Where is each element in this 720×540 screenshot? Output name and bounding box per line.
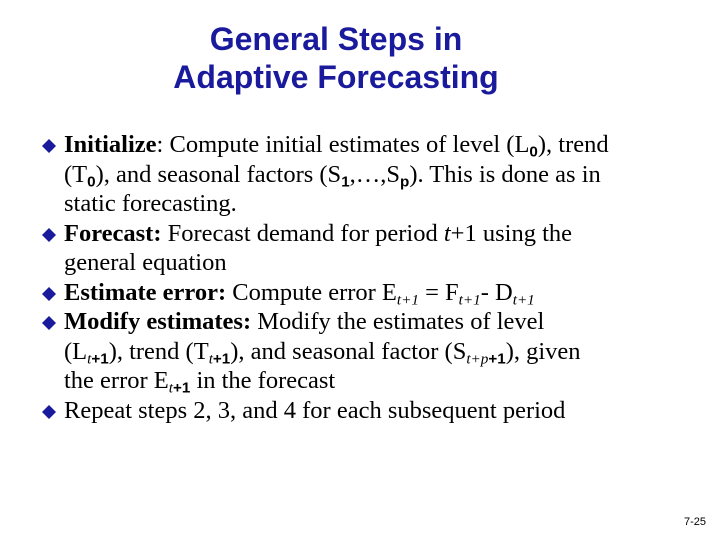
step-text: ), and seasonal factors (S <box>95 160 342 188</box>
subscript-num: +1 <box>488 349 506 367</box>
diamond-bullet-icon <box>42 228 56 242</box>
subscript: t+1 <box>512 290 535 308</box>
step-initialize <box>42 130 692 219</box>
step-text: +1 using the <box>450 219 572 247</box>
step-label: Estimate error: <box>64 278 227 306</box>
diamond-bullet-icon <box>42 287 56 301</box>
step-forecast-line-1 <box>64 219 692 249</box>
step-text: Compute error E <box>226 278 397 306</box>
slide-title <box>0 20 672 96</box>
variable-t: t <box>443 219 451 247</box>
step-modify-line-1 <box>64 307 692 337</box>
step-text: in the forecast <box>190 367 336 394</box>
subscript-num: +1 <box>91 349 109 367</box>
step-repeat-line-1: Repeat steps 2, 3, and 4 for each subsequent period <box>64 396 566 424</box>
subscript: 1 <box>341 172 350 190</box>
subscript <box>169 379 191 396</box>
step-label: Forecast: <box>64 219 162 247</box>
step-initialize-line-3: static forecasting. <box>64 190 237 217</box>
step-text: ), given <box>505 337 581 365</box>
subscript <box>87 350 109 367</box>
subscript: p <box>400 172 410 190</box>
step-text: : Compute initial estimates of level (L <box>156 131 530 158</box>
subscript: t+1 <box>396 290 419 308</box>
step-forecast-line-2: general equation <box>64 249 227 276</box>
step-text: (T <box>64 160 88 188</box>
step-label: Initialize <box>64 131 157 158</box>
step-forecast <box>42 219 692 278</box>
step-initialize-line-2 <box>64 160 692 190</box>
slide-title-line-2: Adaptive Forecasting <box>173 59 499 95</box>
subscript-var: t <box>208 349 213 367</box>
step-text: ), trend (T <box>108 337 209 365</box>
step-text: = F <box>418 278 459 306</box>
step-text: Forecast demand for period <box>161 219 444 247</box>
step-estimate-error-line-1 <box>64 278 692 308</box>
step-initialize-line-1 <box>64 130 692 160</box>
subscript-var: t <box>87 349 92 367</box>
step-text: - D <box>480 278 513 306</box>
step-text: ). This is done as in <box>409 160 601 188</box>
step-modify-line-2 <box>64 337 692 367</box>
subscript-num: +1 <box>172 379 191 397</box>
step-text: ), trend <box>537 131 609 158</box>
subscript-var: t+p <box>466 349 489 367</box>
page-number: 7-25 <box>683 516 706 528</box>
step-text: the error E <box>64 367 169 394</box>
steps-list <box>42 130 692 425</box>
step-text: ,…,S <box>349 160 401 188</box>
subscript <box>466 350 505 367</box>
subscript: t+1 <box>458 290 481 308</box>
step-repeat <box>42 396 692 426</box>
step-text: Modify the estimates of level <box>251 308 545 335</box>
diamond-bullet-icon <box>42 139 56 153</box>
step-modify-estimates <box>42 307 692 396</box>
step-modify-line-3 <box>64 366 692 396</box>
subscript <box>209 350 231 367</box>
diamond-bullet-icon <box>42 405 56 419</box>
subscript-var: t <box>168 379 173 397</box>
step-estimate-error <box>42 278 692 308</box>
step-label: Modify estimates: <box>64 308 252 335</box>
step-text: ), and seasonal factor (S <box>230 337 467 365</box>
diamond-bullet-icon <box>42 316 56 330</box>
subscript-num: +1 <box>212 349 231 367</box>
step-text: (L <box>64 337 88 365</box>
subscript: 0 <box>87 172 96 190</box>
subscript: 0 <box>529 143 538 161</box>
slide-title-line-1: General Steps in <box>209 21 463 57</box>
